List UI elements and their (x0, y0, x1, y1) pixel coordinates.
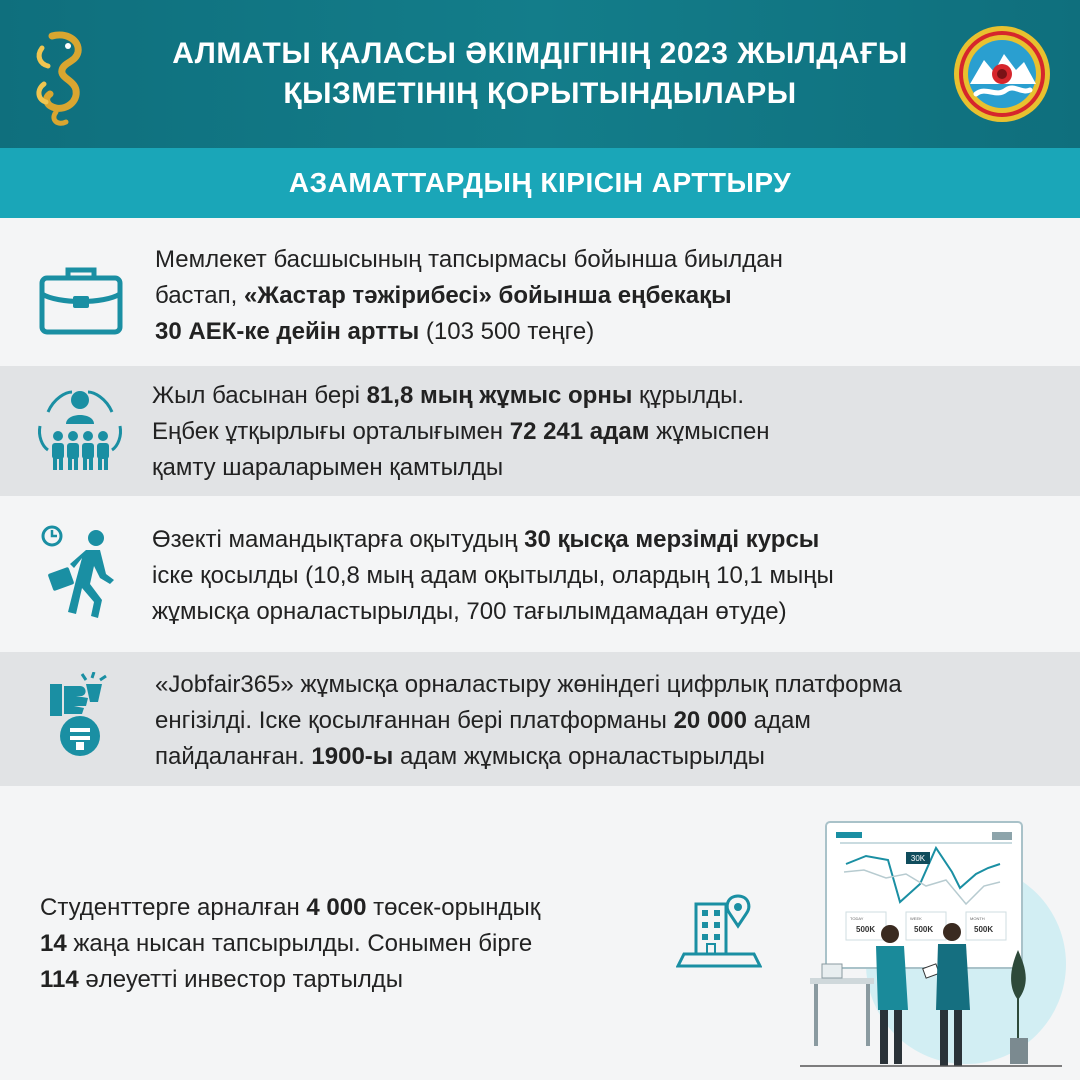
section-title: АЗАМАТТАРДЫҢ КІРІСІН АРТТЫРУ (288, 167, 792, 198)
text-line: іске қосылды (10,8 мың адам оқытылды, олардың 10,1 мыңы (152, 562, 834, 589)
bottom-section (0, 786, 1080, 1080)
stat-card (846, 912, 886, 940)
text-span: төсек-орындық (366, 894, 541, 921)
text-span: әлеуетті инвестор тартылды (78, 966, 404, 993)
stat-value: 500K (914, 925, 934, 934)
stat-card (966, 912, 1006, 940)
snow-leopard-logo-icon (22, 28, 92, 128)
text-line: қамту шараларымен қамтылды (152, 454, 504, 481)
text-bold: 20 000 (673, 707, 747, 734)
people-network-icon (34, 386, 126, 476)
text-span: жұмыспен (649, 418, 770, 445)
text-line: «Jobfair365» жұмысқа орналастыру жөніндегі цифрлық платформа (155, 671, 902, 698)
item-text (155, 242, 1055, 350)
list-item (0, 496, 1080, 652)
title-line-1: АЛМАТЫ ҚАЛАСЫ ӘКІМДІГІНІҢ 2023 ЖЫЛДАҒЫ (172, 37, 908, 70)
badge-value: 30K (910, 854, 926, 863)
walking-worker-icon (36, 524, 126, 620)
page-title (120, 34, 960, 114)
text-line (152, 378, 1062, 414)
text-span: жаңа нысан тапсырылды. Сонымен бірге (66, 930, 533, 957)
text-span: Студенттерге арналған (40, 894, 307, 921)
text-line: жұмысқа орналастырылды, 700 тағылымдамадан өтуде) (152, 598, 787, 625)
list-item (0, 218, 1080, 366)
stat-value: 500K (856, 925, 876, 934)
text-line (155, 703, 1065, 739)
text-bold: 72 241 адам (509, 418, 650, 445)
title-line-2: ҚЫЗМЕТІНІҢ ҚОРЫТЫНДЫЛАРЫ (283, 77, 797, 110)
text-line (40, 926, 680, 962)
stat-value: 500K (974, 925, 994, 934)
text-span: бастап, (155, 282, 244, 309)
text-span: адам жұмысқа орналастырылды (393, 743, 765, 770)
text-line (40, 890, 680, 926)
item-text (152, 378, 1062, 486)
text-line: Мемлекет басшысының тапсырмасы бойынша биылдан (155, 246, 783, 273)
bottom-text (40, 890, 680, 998)
list-item (0, 652, 1080, 786)
text-span: Жыл басынан бері (152, 382, 367, 409)
text-span: Еңбек ұтқырлығы орталығымен (152, 418, 510, 445)
text-line (152, 522, 1062, 558)
text-span: құрылды. (632, 382, 745, 409)
text-bold: 114 (40, 966, 79, 993)
text-bold: «Жастар тәжірибесі» бойынша еңбекақы (243, 282, 732, 309)
item-text (155, 667, 1065, 775)
item-text (152, 522, 1062, 630)
text-bold: 81,8 мың жұмыс орны (366, 382, 633, 409)
text-bold: 14 (40, 930, 67, 957)
hand-money-icon (46, 672, 116, 758)
text-line (155, 739, 1065, 775)
list-item (0, 366, 1080, 496)
text-line (155, 314, 1055, 350)
stat-label: TODAY (850, 916, 864, 921)
text-bold: 4 000 (306, 894, 367, 921)
stat-label: WEEK (910, 916, 922, 921)
text-span: (103 500 теңге) (419, 318, 595, 345)
almaty-emblem-icon (952, 24, 1052, 124)
header-bar (0, 0, 1080, 148)
text-line (152, 414, 1062, 450)
stat-card (906, 912, 946, 940)
text-line (155, 278, 1055, 314)
text-bold: 30 қысқа мерзімді курсы (524, 526, 820, 553)
text-line (40, 962, 680, 998)
text-span: Өзекті мамандықтарға оқытудың (152, 526, 525, 553)
business-illustration (796, 814, 1066, 1076)
section-bar (0, 148, 1080, 218)
stat-label: MONTH (970, 916, 985, 921)
text-bold: 1900-ы (311, 743, 394, 770)
text-span: адам (746, 707, 811, 734)
building-location-icon (676, 890, 762, 970)
text-span: енгізілді. Іске қосылғаннан бері платформаны (155, 707, 674, 734)
text-span: пайдаланған. (155, 743, 312, 770)
briefcase-icon (38, 264, 124, 336)
text-bold: 30 АЕК-ке дейін артты (155, 318, 420, 345)
